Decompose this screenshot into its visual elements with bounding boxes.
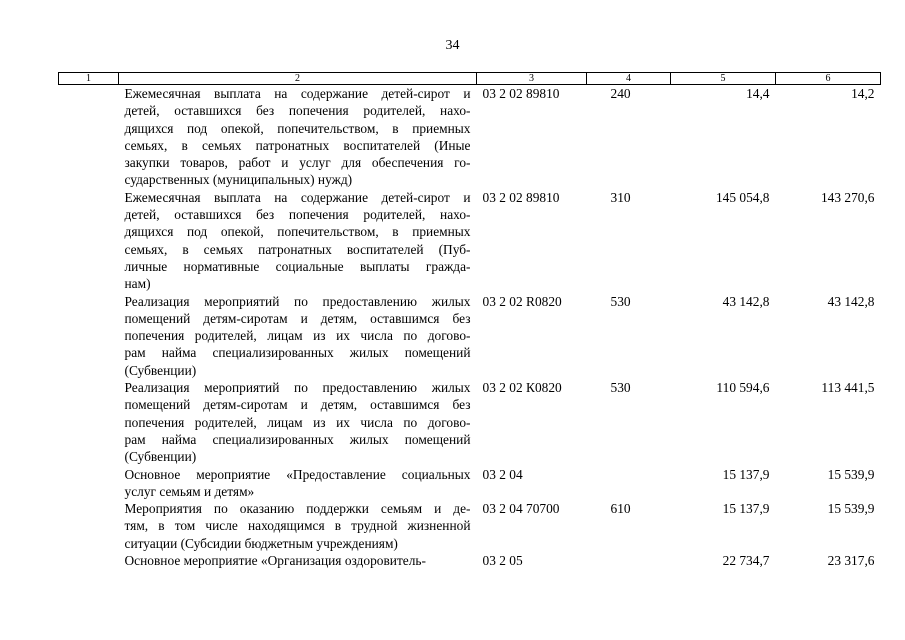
description-line: рам найма специализированных жилых помещений: [124, 431, 471, 447]
row-description: [119, 293, 477, 379]
description-line: личные нормативные социальные выплаты гражда-: [124, 258, 471, 274]
row-description: [119, 379, 477, 465]
row-amount-col5: 145 054,8: [715, 189, 770, 205]
description-line: Мероприятия по оказанию поддержки семьям и де-: [124, 501, 471, 517]
description-line: (Субвенции): [124, 362, 197, 378]
row-number-cell: [59, 500, 119, 552]
description-line: Ежемесячная выплата на содержание детей-сирот и: [124, 189, 471, 205]
description-line: ситуации (Субсидии бюджетным учреждениям): [124, 535, 398, 551]
row-description: [119, 552, 477, 569]
row-expense-type: 610: [610, 501, 631, 517]
row-expense-type: 530: [610, 293, 631, 309]
description-line: закупки товаров, работ и услуг для обеспечения го-: [124, 155, 471, 171]
row-code: 03 2 04: [482, 466, 523, 482]
row-amount-col5: 15 137,9: [722, 501, 770, 517]
row-amount-col6: 43 142,8: [827, 293, 875, 309]
description-line: услуг семьям и детям»: [124, 483, 255, 499]
description-line: Основное мероприятие «Предоставление социальных: [124, 466, 471, 482]
row-expense-type: 310: [610, 189, 631, 205]
table-row: [59, 189, 881, 293]
row-amount-col6: 14,2: [851, 86, 875, 101]
row-code: 03 2 02 89810: [482, 86, 560, 101]
description-line: семьях, в семьях патронатных воспитателей (Иные: [124, 137, 471, 153]
row-code: 03 2 02 R0820: [482, 293, 562, 309]
table-row: [59, 85, 881, 189]
row-description: [119, 85, 477, 189]
description-line: семьях, в семьях патронатных воспитателей (Пуб-: [124, 241, 471, 257]
description-line: помещений детям-сиротам и детям, оставшимся без: [124, 310, 471, 326]
row-number-cell: [59, 379, 119, 465]
row-amount-col6: 23 317,6: [827, 553, 875, 569]
row-number-cell: [59, 466, 119, 501]
row-amount-col6: 15 539,9: [827, 501, 875, 517]
row-expense-type: [587, 552, 671, 569]
description-line: Основное мероприятие «Организация оздоровитель-: [124, 553, 426, 569]
description-line: (Субвенции): [124, 449, 197, 465]
row-amount-col6: 143 270,6: [820, 189, 875, 205]
description-line: нам): [124, 276, 151, 292]
row-amount-col5: 43 142,8: [722, 293, 770, 309]
row-number-cell: [59, 293, 119, 379]
row-code: 03 2 02 89810: [482, 189, 560, 205]
description-line: сударственных (муниципальных) нужд): [124, 172, 353, 188]
row-description: [119, 466, 477, 501]
description-line: Реализация мероприятий по предоставлению жилых: [124, 380, 471, 396]
column-header-5: 5: [671, 73, 776, 85]
description-line: Ежемесячная выплата на содержание детей-сирот и: [124, 86, 471, 101]
row-code: 03 2 05: [482, 553, 523, 569]
row-code: 03 2 04 70700: [482, 501, 560, 517]
row-description: [119, 189, 477, 293]
table-row: [59, 293, 881, 379]
row-number-cell: [59, 189, 119, 293]
column-header-4: 4: [587, 73, 671, 85]
page-number: 34: [445, 38, 460, 53]
row-expense-type: 530: [610, 380, 631, 396]
description-line: Реализация мероприятий по предоставлению жилых: [124, 293, 471, 309]
row-amount-col5: 15 137,9: [722, 466, 770, 482]
description-line: помещений детям-сиротам и детям, оставшимся без: [124, 397, 471, 413]
description-line: попечения родителей, лицам из их числа по догово-: [124, 328, 471, 344]
description-line: детей, оставшихся без попечения родителей, нахо-: [124, 103, 471, 119]
description-line: детей, оставшихся без попечения родителей, нахо-: [124, 207, 471, 223]
table-row: [59, 466, 881, 501]
table-row: [59, 379, 881, 465]
row-amount-col6: 113 441,5: [821, 380, 875, 396]
table-body: [59, 85, 881, 570]
row-number-cell: [59, 552, 119, 569]
row-description: [119, 500, 477, 552]
row-amount-col5: 110 594,6: [716, 380, 770, 396]
budget-table: [58, 72, 881, 569]
row-amount-col5: 22 734,7: [722, 553, 770, 569]
description-line: тям, в том числе находящимся в трудной жизненной: [124, 518, 471, 534]
description-line: дящихся под опекой, попечительством, в приемных: [124, 120, 471, 136]
row-expense-type: [587, 466, 671, 501]
row-amount-col6: 15 539,9: [827, 466, 875, 482]
table-header: [59, 73, 881, 85]
description-line: дящихся под опекой, попечительством, в приемных: [124, 224, 471, 240]
column-number-row: [59, 73, 881, 85]
row-code: 03 2 02 К0820: [482, 380, 562, 396]
table-row: [59, 500, 881, 552]
column-header-3: 3: [477, 73, 587, 85]
row-expense-type: 240: [610, 86, 631, 101]
description-line: попечения родителей, лицам из их числа по догово-: [124, 414, 471, 430]
column-header-6: 6: [776, 73, 881, 85]
column-header-2: 2: [119, 73, 477, 85]
column-header-1: 1: [59, 73, 119, 85]
description-line: рам найма специализированных жилых помещений: [124, 345, 471, 361]
table-row: [59, 552, 881, 569]
row-amount-col5: 14,4: [746, 86, 770, 101]
row-number-cell: [59, 85, 119, 189]
